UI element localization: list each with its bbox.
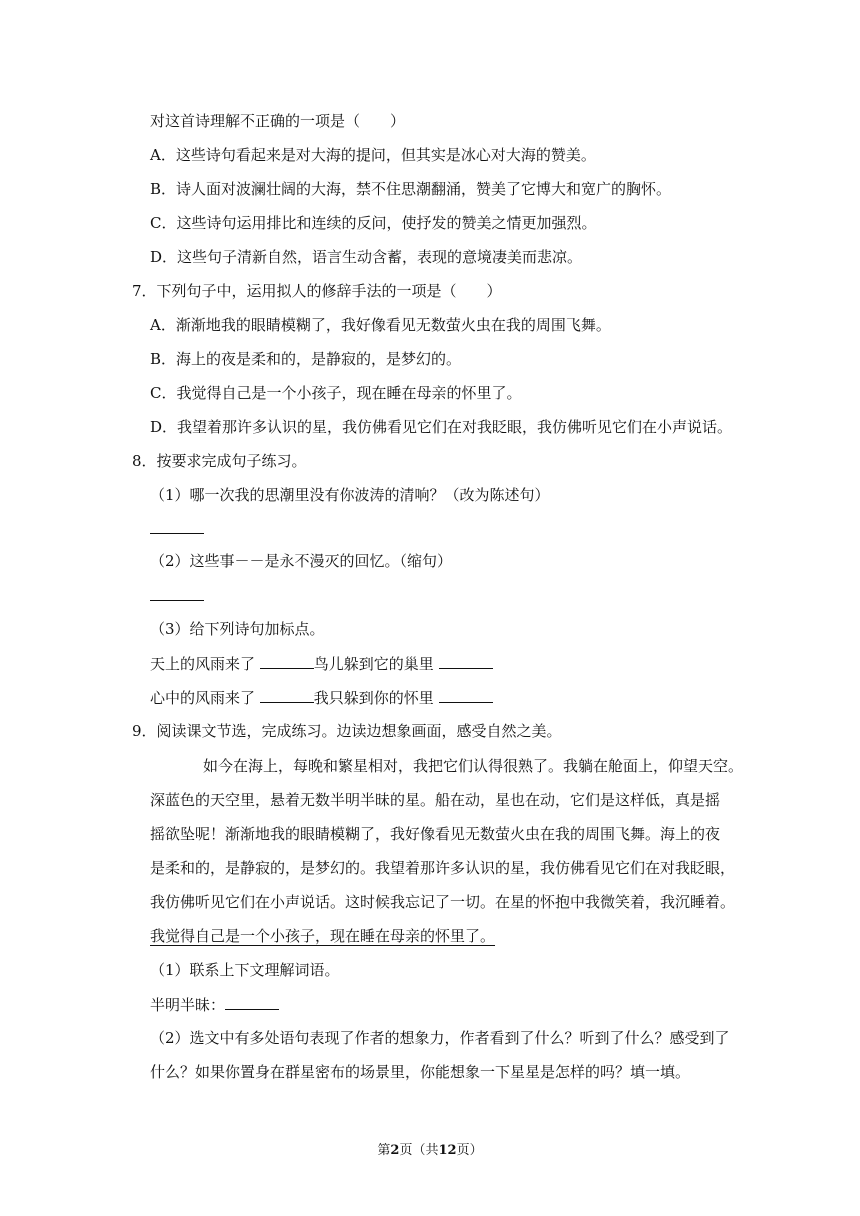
- intro-question: 对这首诗理解不正确的一项是（ ）: [150, 112, 406, 130]
- q6-option-a: A．这些诗句看起来是对大海的提问，但其实是冰心对大海的赞美。: [150, 146, 596, 164]
- q6-option-b: B．诗人面对波澜壮阔的大海，禁不住思潮翻涌，赞美了它博大和宽广的胸怀。: [150, 180, 672, 198]
- q6-option-c: C．这些诗句运用排比和连续的反问，使抒发的赞美之情更加强烈。: [150, 214, 597, 232]
- q9-stem: 9．阅读课文节选，完成练习。边读边想象画面，感受自然之美。: [132, 722, 562, 740]
- answer-blank[interactable]: [225, 994, 279, 1010]
- footer-prefix: 第: [377, 1143, 391, 1158]
- answer-blank[interactable]: [150, 599, 204, 601]
- footer-middle: 页（共: [399, 1143, 439, 1158]
- footer-total-pages: 12: [438, 1143, 457, 1158]
- term-label: 半明半昧：: [150, 996, 226, 1014]
- passage-line: 如今在海上，每晚和繁星相对，我把它们认得很熟了。我躺在舱面上，仰望天空。: [203, 757, 744, 775]
- poem-line-1-part-b: 鸟儿躲到它的巢里: [313, 655, 434, 673]
- poem-line-1-part-a: 天上的风雨来了: [150, 655, 256, 673]
- q8-sub1: （1）哪一次我的思潮里没有你波涛的清响？（改为陈述句）: [150, 486, 550, 504]
- passage-line: 是柔和的，是静寂的，是梦幻的。我望着那许多认识的星，我仿佛看见它们在对我眨眼，: [150, 859, 736, 877]
- poem-line-1: [150, 653, 493, 674]
- passage-line: 深蓝色的天空里，悬着无数半明半昧的星。船在动，星也在动，它们是这样低，真是摇: [150, 791, 721, 809]
- q7-option-a: A．渐渐地我的眼睛模糊了，我好像看见无数萤火虫在我的周围飞舞。: [150, 316, 611, 334]
- q9-sub1: （1）联系上下文理解词语。: [150, 961, 340, 979]
- poem-line-2-part-a: 心中的风雨来了: [150, 689, 256, 707]
- q8-sub3: （3）给下列诗句加标点。: [150, 620, 325, 638]
- q9-sub2-line2: 什么？如果你置身在群星密布的场景里，你能想象一下星星是怎样的吗？填一填。: [150, 1063, 691, 1081]
- q7-option-c: C．我觉得自己是一个小孩子，现在睡在母亲的怀里了。: [150, 384, 522, 402]
- passage-line: 我仿佛听见它们在小声说话。这时候我忘记了一切。在星的怀抱中我微笑着，我沉睡着。: [150, 893, 736, 911]
- q7-option-d: D．我望着那许多认识的星，我仿佛看见它们在对我眨眼，我仿佛听见它们在小声说话。: [150, 418, 733, 436]
- q8-sub2: （2）这些事－－是永不漫灭的回忆。（缩句）: [150, 552, 453, 570]
- q7-stem: 7．下列句子中，运用拟人的修辞手法的一项是（ ）: [132, 282, 502, 300]
- answer-blank[interactable]: [260, 653, 314, 669]
- passage-underlined-sentence: 我觉得自己是一个小孩子，现在睡在母亲的怀里了。: [150, 927, 496, 945]
- answer-blank[interactable]: [260, 687, 314, 703]
- term-line: [150, 994, 279, 1015]
- q6-option-d: D．这些句子清新自然，语言生动含蓄，表现的意境凄美而悲凉。: [150, 248, 583, 266]
- passage-line: 摇欲坠呢！渐渐地我的眼睛模糊了，我好像看见无数萤火虫在我的周围飞舞。海上的夜: [150, 825, 721, 843]
- footer-page-number: 2: [390, 1143, 400, 1158]
- q9-sub2-line1: （2）选文中有多处语句表现了作者的想象力，作者看到了什么？听到了什么？感受到了: [150, 1029, 730, 1047]
- answer-blank[interactable]: [150, 532, 204, 534]
- footer-suffix: 页）: [456, 1143, 483, 1158]
- page-footer: [0, 1139, 860, 1158]
- answer-blank[interactable]: [439, 653, 493, 669]
- poem-line-2-part-b: 我只躲到你的怀里: [313, 689, 434, 707]
- q8-stem: 8．按要求完成句子练习。: [132, 452, 307, 470]
- q7-option-b: B．海上的夜是柔和的，是静寂的，是梦幻的。: [150, 350, 462, 368]
- answer-blank[interactable]: [439, 687, 493, 703]
- poem-line-2: [150, 687, 493, 708]
